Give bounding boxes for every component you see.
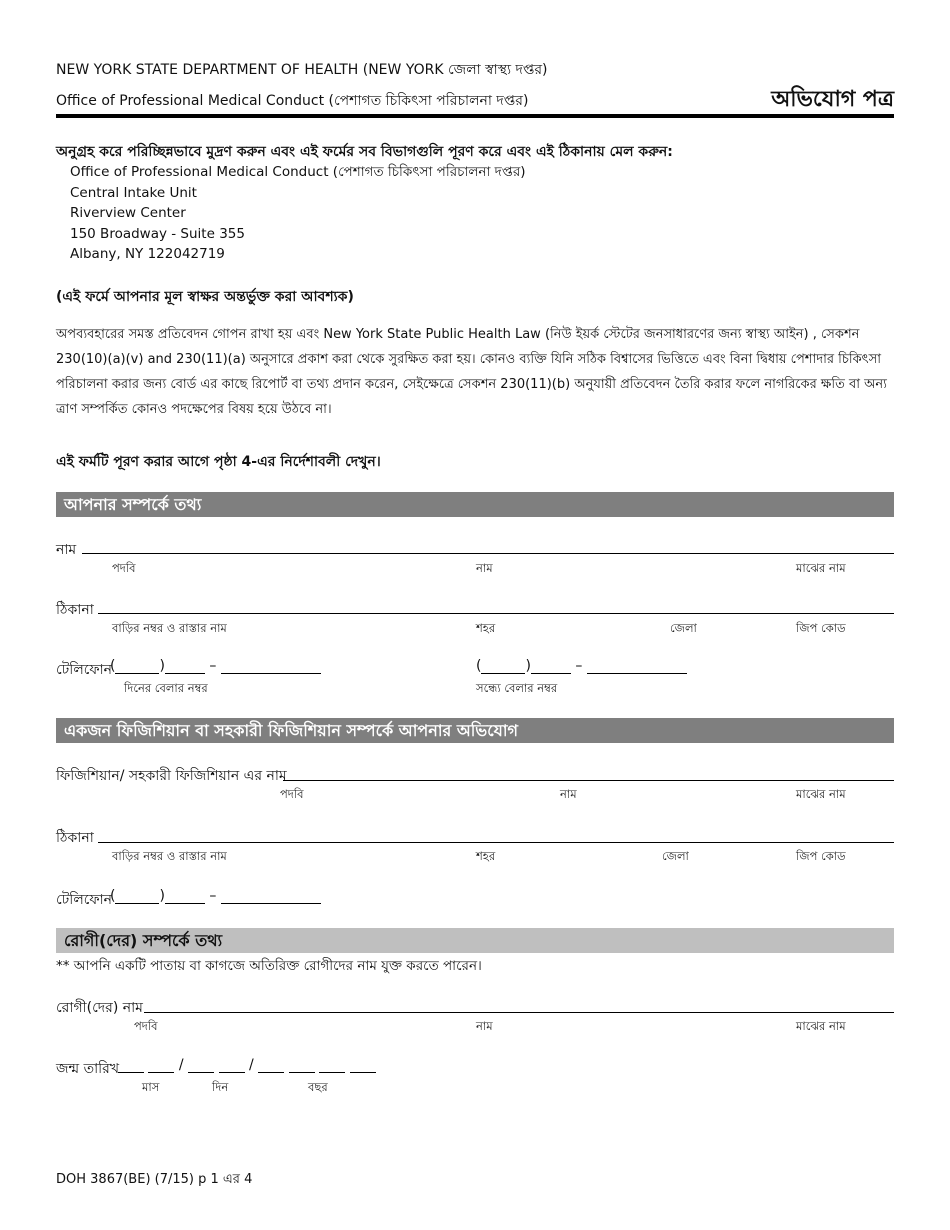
your-address-field[interactable]	[98, 613, 894, 614]
your-address-sub-street: বাড়ির নম্বর ও রাস্তার নাম	[112, 621, 227, 635]
your-address-sub-city: শহর	[476, 621, 496, 635]
evening-phone-sub: সন্ধ্যে বেলার নম্বর	[476, 681, 558, 695]
print-mail-instruction: অনুগ্রহ করে পরিচ্ছিন্নভাবে মুদ্রণ করুন এবং এই ফর্মের সব বিভাগগুলি পূরণ করে এবং এই ঠিকানায় মেল করুন:	[56, 144, 673, 160]
your-address-sub-zip: জিপ কোড	[796, 621, 846, 635]
physician-address-sub-state: জেলা	[662, 849, 689, 863]
day-phone-field[interactable]: ( ) –	[110, 658, 321, 674]
patient-name-sub-first: নাম	[476, 1019, 493, 1033]
evening-phone-field[interactable]: ( ) –	[476, 658, 687, 674]
your-address-label: ঠিকানা	[56, 602, 94, 618]
dob-field[interactable]: / /	[118, 1057, 376, 1073]
your-name-sub-middle: মাঝের নাম	[796, 561, 846, 575]
department-name: NEW YORK STATE DEPARTMENT OF HEALTH (NEW YORK জেলা স্বাস্থ্য দপ্তর)	[56, 62, 548, 78]
address-line: 150 Broadway - Suite 355	[70, 225, 245, 242]
physician-phone-label: টেলিফোন	[56, 892, 113, 908]
form-title: অভিযোগ পত্র	[771, 87, 894, 112]
section-heading-you: আপনার সম্পর্কে তথ্য	[56, 492, 894, 517]
address-line: Office of Professional Medical Conduct (পেশাগত চিকিৎসা পরিচালনা দপ্তর)	[70, 164, 526, 180]
patient-name-sub-last: পদবি	[134, 1019, 158, 1033]
physician-name-field[interactable]	[283, 780, 894, 781]
header-rule	[56, 114, 894, 118]
signature-required-note: (এই ফর্মে আপনার মূল স্বাক্ষর অন্তর্ভুক্ত করা আবশ্যক)	[56, 289, 354, 305]
patient-name-sub-middle: মাঝের নাম	[796, 1019, 846, 1033]
address-line: Riverview Center	[70, 205, 186, 221]
dob-label: জন্ম তারিখ	[56, 1061, 120, 1077]
physician-name-sub-last: পদবি	[280, 787, 304, 801]
physician-address-field[interactable]	[98, 842, 894, 843]
physician-name-sub-middle: মাঝের নাম	[796, 787, 846, 801]
your-phone-label: টেলিফোন	[56, 662, 113, 678]
section-heading-complaint: একজন ফিজিশিয়ান বা সহকারী ফিজিশিয়ান সম্পর্কে আপনার অভিযোগ	[56, 718, 894, 743]
patient-name-label: রোগী(দের) নাম	[56, 1000, 143, 1016]
physician-name-label: ফিজিশিয়ান/ সহকারী ফিজিশিয়ান এর নাম	[56, 768, 287, 784]
physician-address-sub-city: শহর	[476, 849, 496, 863]
form-id-footer: DOH 3867(BE) (7/15) p 1 এর 4	[56, 1172, 253, 1187]
patient-note: ** আপনি একটি পাতায় বা কাগজে অতিরিক্ত রোগীদের নাম যুক্ত করতে পারেন।	[56, 958, 482, 974]
dob-sub-month: মাস	[142, 1080, 160, 1094]
physician-name-sub-first: নাম	[560, 787, 577, 801]
see-page4-note: এই ফর্মটি পূরণ করার আগে পৃষ্ঠা 4-এর নির্দেশাবলী দেখুন।	[56, 454, 381, 470]
your-name-sub-first: নাম	[476, 561, 493, 575]
physician-address-label: ঠিকানা	[56, 830, 94, 846]
office-name: Office of Professional Medical Conduct (পেশাগত চিকিৎসা পরিচালনা দপ্তর)	[56, 93, 529, 109]
physician-address-sub-zip: জিপ কোড	[796, 849, 846, 863]
dob-sub-year: বছর	[308, 1080, 328, 1094]
address-line: Central Intake Unit	[70, 184, 197, 201]
section-heading-patient: রোগী(দের) সম্পর্কে তথ্য	[56, 928, 894, 953]
your-name-sub-last: পদবি	[112, 561, 136, 575]
dob-sub-day: দিন	[212, 1080, 229, 1094]
address-line: Albany, NY 122042719	[70, 246, 225, 262]
confidentiality-paragraph: অপব্যবহারের সমস্ত প্রতিবেদন গোপন রাখা হয় এবং New York State Public Health Law (নিউ ইয়র্ক স্টেটের জনসাধারণের জন্য স্বাস্থ্য আইন) , সেকশন 230(10)(a)(v) and 230(11)(a) অনুসারে প্রকাশ করা থেকে সুরক্ষিত করা হয়। কোনও ব্যক্তি যিনি সঠিক বিশ্বাসের ভিত্তিতে এবং বিনা দ্বিধায় পেশাদার চিকিৎসা পরিচালনা করার জন্য বোর্ড এর কাছে রিপোর্ট বা তথ্য প্রদান করেন, সেইক্ষেত্রে সেকশন 230(11)(b) অনুযায়ী প্রতিবেদন তৈরি করার ফলে নাগরিকের ক্ষতি বা অন্য ত্রাণ সম্পর্কিত কোনও পদক্ষেপের বিষয় হয়ে উঠবে না।	[56, 327, 887, 417]
patient-name-field[interactable]	[144, 1012, 894, 1013]
your-address-sub-state: জেলা	[670, 621, 697, 635]
mailing-address	[70, 162, 526, 265]
day-phone-sub: দিনের বেলার নম্বর	[124, 681, 208, 695]
physician-phone-field[interactable]: ( ) –	[110, 888, 321, 904]
your-name-label: নাম	[56, 542, 77, 558]
your-name-field[interactable]	[82, 553, 894, 554]
physician-address-sub-street: বাড়ির নম্বর ও রাস্তার নাম	[112, 849, 227, 863]
